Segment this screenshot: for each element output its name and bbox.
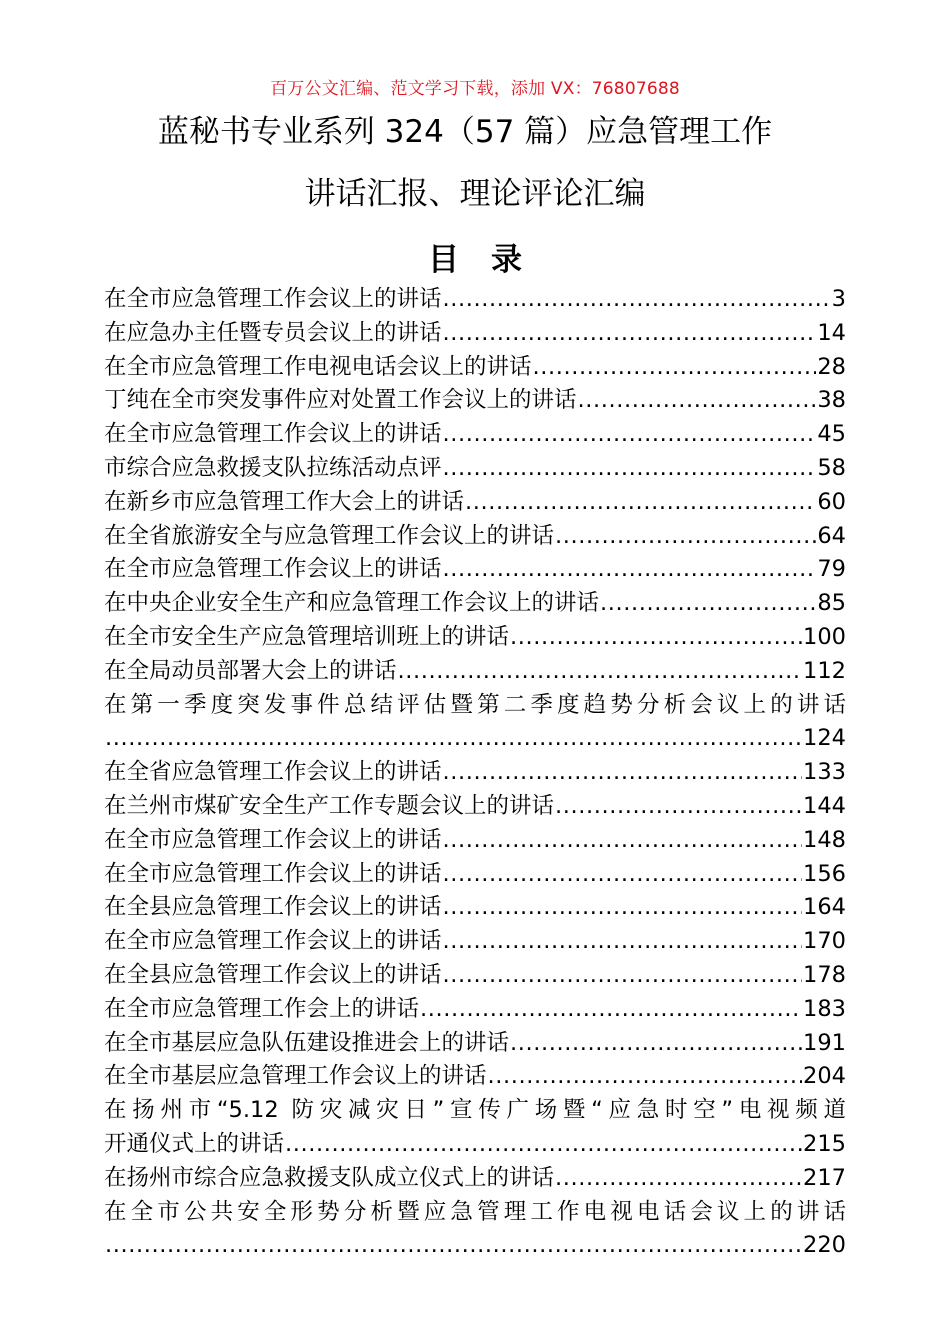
toc-entry-page: 124 [803,725,846,752]
toc-leader-dots [600,587,816,621]
toc-entry-title: 在全市应急管理工作会议上的讲话 [104,556,442,583]
toc-leader-dots [443,317,817,351]
toc-entry-title: 市综合应急救援支队拉练活动点评 [104,454,442,481]
toc-entry-title: 在全市基层应急队伍建设推进会上的讲话 [104,1029,510,1056]
toc-entry-title: 在全市安全生产应急管理培训班上的讲话 [104,623,510,650]
toc-heading-right: 录 [491,242,522,278]
toc-entry-title: 在新乡市应急管理工作大会上的讲话 [104,488,465,515]
toc-entry-page: 170 [803,928,846,955]
toc-entry[interactable] [104,553,846,587]
toc-entry-title: 在全市应急管理工作会议上的讲话 [104,286,442,312]
toc-entry-title: 在全县应急管理工作会议上的讲话 [104,961,442,988]
toc-leader-dots [443,858,803,892]
toc-entry-title: 在全市应急管理工作会议上的讲话 [104,860,442,887]
toc-entry-title: 在全市应急管理工作电视电话会议上的讲话 [104,353,532,380]
toc-entry-page: 204 [803,1063,846,1090]
toc-entry-line-2[interactable] [104,1128,846,1162]
toc-leader-dots [105,722,802,756]
toc-leader-dots [555,1162,802,1196]
toc-leader-dots [443,824,803,858]
toc-leader-dots [443,418,817,452]
toc-entry[interactable] [104,891,846,925]
toc-entry-page: 3 [831,286,846,312]
toc-entry[interactable] [104,655,846,689]
toc-entry-page: 112 [803,657,846,684]
toc-entry[interactable] [104,384,846,418]
toc-leader-dots [420,993,802,1027]
table-of-contents [104,283,846,1263]
toc-entry-page: 217 [803,1164,846,1191]
toc-entry-title: 在全局动员部署大会上的讲话 [104,657,397,684]
toc-entry[interactable] [104,520,846,554]
toc-entry-line-1[interactable] [104,1196,846,1230]
toc-entry[interactable] [104,1060,846,1094]
toc-entry[interactable] [104,790,846,824]
toc-entry-page: 58 [817,454,846,481]
toc-entry-page: 133 [803,759,846,786]
toc-entry-title: 在全市公共安全形势分析暨应急管理工作电视电话会议上的讲话 [104,1198,846,1225]
toc-entry-line-1[interactable] [104,1094,846,1128]
toc-entry-page: 178 [803,961,846,988]
toc-entry-title-continued: 开通仪式上的讲话 [104,1130,285,1157]
watermark-text: 百万公文汇编、范文学习下载，添加 VX：76807688 [270,79,680,99]
toc-entry-title: 在中央企业安全生产和应急管理工作会议上的讲话 [104,590,600,617]
toc-entry[interactable] [104,317,846,351]
toc-leader-dots [443,553,817,587]
toc-entry[interactable] [104,486,846,520]
toc-entry[interactable] [104,283,846,317]
toc-entry-page: 85 [817,590,846,617]
toc-entry-line-1[interactable] [104,689,846,723]
toc-entry-page: 14 [817,319,846,346]
toc-leader-dots [533,351,817,385]
toc-leader-dots [510,621,802,655]
toc-leader-dots [443,452,817,486]
toc-entry-page: 144 [803,792,846,819]
toc-leader-dots [443,959,803,993]
toc-leader-dots [443,891,803,925]
toc-leader-dots [555,790,802,824]
toc-entry-page: 28 [817,353,846,380]
toc-heading [0,240,950,280]
toc-leader-dots [443,756,803,790]
toc-entry[interactable] [104,925,846,959]
toc-entry-title: 在应急办主任暨专员会议上的讲话 [104,319,442,346]
toc-entry-title: 在全市应急管理工作会议上的讲话 [104,928,442,955]
toc-leader-dots [443,925,803,959]
toc-entry-page: 220 [803,1232,846,1259]
toc-entry-page: 183 [803,995,846,1022]
watermark-banner [0,78,950,100]
toc-entry[interactable] [104,959,846,993]
toc-entry[interactable] [104,993,846,1027]
toc-entry-title: 在全市应急管理工作会上的讲话 [104,995,420,1022]
toc-entry-page: 60 [817,488,846,515]
toc-entry-title: 在扬州市综合应急救援支队成立仪式上的讲话 [104,1164,555,1191]
toc-entry-page: 45 [817,421,846,448]
toc-entry-page: 38 [817,387,846,414]
toc-entry-line-2[interactable] [104,722,846,756]
toc-leader-dots [443,283,831,317]
toc-entry[interactable] [104,351,846,385]
toc-entry[interactable] [104,858,846,892]
toc-entry-title: 在全省应急管理工作会议上的讲话 [104,759,442,786]
toc-leader-dots [398,655,803,689]
document-title-line-2: 讲话汇报、理论评论汇编 [304,176,646,212]
toc-entry-page: 100 [803,623,846,650]
toc-entry-title: 在全省旅游安全与应急管理工作会议上的讲话 [104,522,555,549]
toc-heading-left: 目 [428,242,459,278]
toc-entry-title: 在全县应急管理工作会议上的讲话 [104,894,442,921]
toc-leader-dots [555,520,816,554]
document-title-line-1: 蓝秘书专业系列 324（57 篇）应急管理工作 [157,114,773,150]
toc-entry[interactable] [104,621,846,655]
toc-entry[interactable] [104,824,846,858]
toc-entry-title: 在扬州市“5.12 防灾减灾日”宣传广场暨“应急时空”电视频道 [104,1097,846,1124]
toc-leader-dots [465,486,816,520]
toc-entry-page: 164 [803,894,846,921]
toc-leader-dots [105,1229,802,1263]
toc-entry-title: 在全市应急管理工作会议上的讲话 [104,826,442,853]
toc-entry[interactable] [104,1162,846,1196]
toc-entry-page: 79 [817,556,846,583]
toc-leader-dots [510,1027,802,1061]
toc-leader-dots [488,1060,803,1094]
toc-entry-title: 在第一季度突发事件总结评估暨第二季度趋势分析会议上的讲话 [104,691,846,718]
toc-entry-line-2[interactable] [104,1229,846,1263]
toc-entry-page: 156 [803,860,846,887]
toc-entry-page: 64 [817,522,846,549]
toc-entry-title: 在全市应急管理工作会议上的讲话 [104,421,442,448]
toc-entry-title: 在全市基层应急管理工作会议上的讲话 [104,1063,487,1090]
toc-entry-title: 在兰州市煤矿安全生产工作专题会议上的讲话 [104,792,555,819]
toc-entry[interactable] [104,418,846,452]
toc-entry[interactable] [104,587,846,621]
toc-entry[interactable] [104,756,846,790]
toc-entry[interactable] [104,1027,846,1061]
toc-leader-dots [285,1128,802,1162]
toc-entry-page: 215 [803,1130,846,1157]
toc-entry-title: 丁纯在全市突发事件应对处置工作会议上的讲话 [104,387,577,414]
toc-leader-dots [578,384,817,418]
toc-entry[interactable] [104,452,846,486]
toc-entry-page: 148 [803,826,846,853]
toc-entry-page: 191 [803,1029,846,1056]
